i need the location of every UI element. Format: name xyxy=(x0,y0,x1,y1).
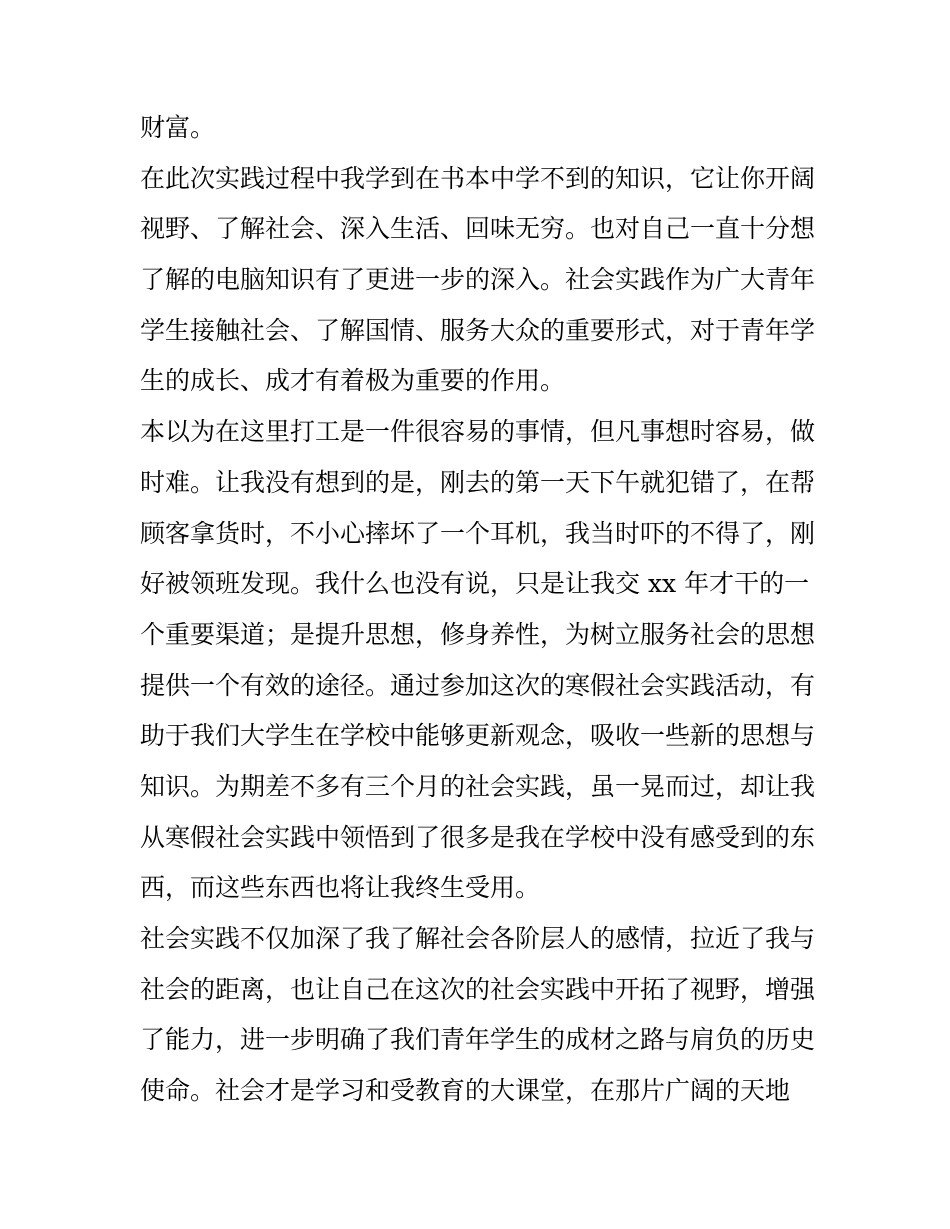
text-line: 助于我们大学生在学校中能够更新观念，吸收一些新的思想与 xyxy=(140,721,816,751)
text-line: 了解的电脑知识有了更进一步的深入。社会实践作为广大青年 xyxy=(140,265,816,295)
text-line: 从寒假社会实践中领悟到了很多是我在学校中没有感受到的东 xyxy=(140,822,816,852)
text-line: 生的成长、成才有着极为重要的作用。 xyxy=(140,366,566,396)
text-line: 提供一个有效的途径。通过参加这次的寒假社会实践活动，有 xyxy=(140,670,816,700)
text-line: 个重要渠道；是提升思想，修身养性，为树立服务社会的思想 xyxy=(140,619,816,649)
text-line: 顾客拿货时，不小心摔坏了一个耳机，我当时吓的不得了，刚 xyxy=(140,518,816,548)
text-line: 西，而这些东西也将让我终生受用。 xyxy=(140,873,541,903)
text-line: 学生接触社会、了解国情、服务大众的重要形式，对于青年学 xyxy=(140,315,816,345)
document-body xyxy=(140,103,820,1117)
text-line: 时难。让我没有想到的是，刚去的第一天下午就犯错了，在帮 xyxy=(140,467,816,497)
text-line: 了能力，进一步明确了我们青年学生的成材之路与肩负的历史 xyxy=(140,1025,816,1055)
text-line: 财富。 xyxy=(140,113,216,142)
text-line: 使命。社会才是学习和受教育的大课堂，在那片广阔的天地 xyxy=(140,1076,791,1106)
text-line: 好被领班发现。我什么也没有说，只是让我交 xx 年才干的一 xyxy=(140,569,810,599)
text-line: 视野、了解社会、深入生活、回味无穷。也对自己一直十分想 xyxy=(140,214,816,244)
text-line: 本以为在这里打工是一件很容易的事情，但凡事想时容易，做 xyxy=(140,417,816,447)
text-line: 知识。为期差不多有三个月的社会实践，虽一晃而过，却让我 xyxy=(140,771,816,801)
text-line: 社会实践不仅加深了我了解社会各阶层人的感情，拉近了我与 xyxy=(140,924,816,953)
text-line: 社会的距离，也让自己在这次的社会实践中开拓了视野，增强 xyxy=(140,974,816,1004)
text-line: 在此次实践过程中我学到在书本中学不到的知识，它让你开阔 xyxy=(140,163,816,193)
